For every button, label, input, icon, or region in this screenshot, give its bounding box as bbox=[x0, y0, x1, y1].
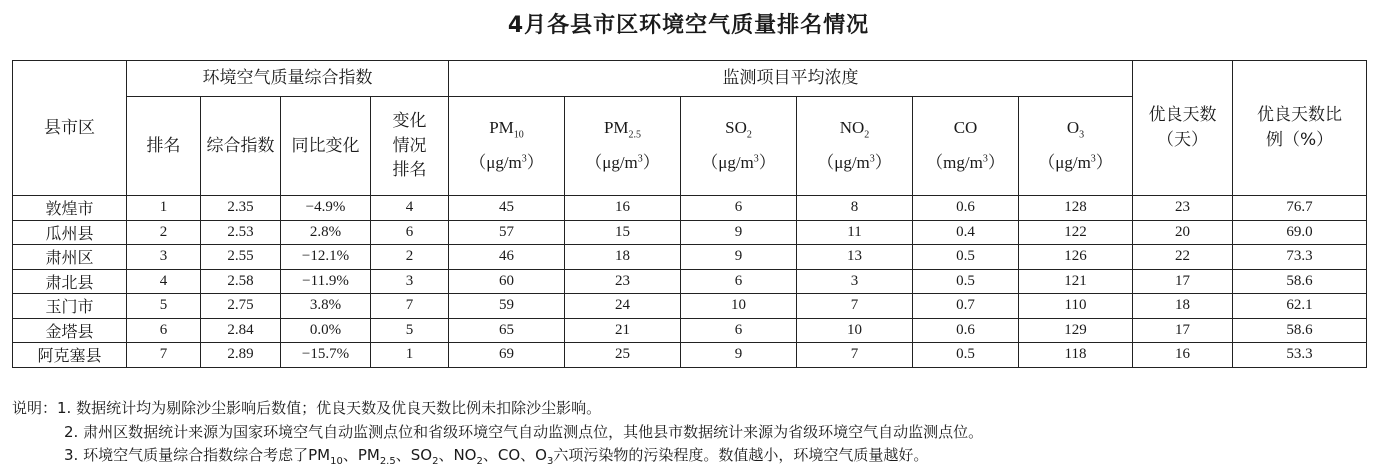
o3-cell: 122 bbox=[1019, 220, 1133, 245]
air-quality-table bbox=[12, 60, 1367, 368]
pollutant-group-header: 监测项目平均浓度 bbox=[449, 61, 1133, 97]
index-cell: 2.75 bbox=[201, 294, 281, 319]
good-days-cell: 17 bbox=[1133, 318, 1233, 343]
co-cell: 0.5 bbox=[913, 269, 1019, 294]
good-days-cell: 23 bbox=[1133, 196, 1233, 221]
pm25-header: $PM_{2.5}$ $(\mu g/m^3)$ bbox=[565, 97, 681, 196]
good-ratio-cell: 53.3 bbox=[1233, 343, 1367, 368]
pm10-cell: 69 bbox=[449, 343, 565, 368]
table-row bbox=[13, 220, 1367, 245]
table-row bbox=[13, 318, 1367, 343]
notes bbox=[12, 397, 1372, 474]
good-ratio-cell: 76.7 bbox=[1233, 196, 1367, 221]
county-header: 县市区 bbox=[13, 61, 127, 196]
table-row bbox=[13, 343, 1367, 368]
no2-cell: 10 bbox=[797, 318, 913, 343]
yoy-cell: 0.0% bbox=[281, 318, 371, 343]
table-row bbox=[13, 245, 1367, 270]
co-header: CO $(mg/m^3)$ bbox=[913, 97, 1019, 196]
rank-cell: 7 bbox=[127, 343, 201, 368]
table-body bbox=[13, 196, 1367, 368]
change-rank-cell: 5 bbox=[371, 318, 449, 343]
good-ratio-cell: 58.6 bbox=[1233, 318, 1367, 343]
rank-cell: 1 bbox=[127, 196, 201, 221]
index-cell: 2.35 bbox=[201, 196, 281, 221]
good-days-cell: 22 bbox=[1133, 245, 1233, 270]
note-line-2: 2. 肃州区数据统计来源为国家环境空气自动监测点位和省级环境空气自动监测点位，其他县市数据统计来源为省级环境空气自动监测点位。 bbox=[64, 422, 984, 441]
co-cell: 0.6 bbox=[913, 196, 1019, 221]
yoy-header: 同比变化 bbox=[281, 97, 371, 196]
no2-cell: 3 bbox=[797, 269, 913, 294]
change-rank-header: 变化情况排名 bbox=[371, 97, 449, 196]
so2-cell: 9 bbox=[681, 220, 797, 245]
o3-cell: 110 bbox=[1019, 294, 1133, 319]
rank-cell: 6 bbox=[127, 318, 201, 343]
change-rank-cell: 2 bbox=[371, 245, 449, 270]
good-ratio-cell: 69.0 bbox=[1233, 220, 1367, 245]
good-ratio-cell: 73.3 bbox=[1233, 245, 1367, 270]
co-cell: 0.4 bbox=[913, 220, 1019, 245]
index-cell: 2.53 bbox=[201, 220, 281, 245]
county-cell: 肃北县 bbox=[13, 269, 127, 294]
good-days-cell: 18 bbox=[1133, 294, 1233, 319]
pm25-cell: 16 bbox=[565, 196, 681, 221]
no2-cell: 11 bbox=[797, 220, 913, 245]
table-row bbox=[13, 269, 1367, 294]
so2-cell: 10 bbox=[681, 294, 797, 319]
index-cell: 2.84 bbox=[201, 318, 281, 343]
county-cell: 金塔县 bbox=[13, 318, 127, 343]
yoy-cell: −15.7% bbox=[281, 343, 371, 368]
so2-cell: 9 bbox=[681, 343, 797, 368]
change-rank-cell: 3 bbox=[371, 269, 449, 294]
no2-cell: 8 bbox=[797, 196, 913, 221]
o3-cell: 129 bbox=[1019, 318, 1133, 343]
change-rank-cell: 1 bbox=[371, 343, 449, 368]
index-cell: 2.58 bbox=[201, 269, 281, 294]
index-cell: 2.55 bbox=[201, 245, 281, 270]
so2-cell: 9 bbox=[681, 245, 797, 270]
good-ratio-header: 优良天数比例（%） bbox=[1233, 61, 1367, 196]
rank-cell: 3 bbox=[127, 245, 201, 270]
rank-cell: 4 bbox=[127, 269, 201, 294]
pm10-cell: 45 bbox=[449, 196, 565, 221]
no2-cell: 7 bbox=[797, 343, 913, 368]
change-rank-cell: 4 bbox=[371, 196, 449, 221]
yoy-cell: −12.1% bbox=[281, 245, 371, 270]
pm25-cell: 15 bbox=[565, 220, 681, 245]
table-row bbox=[13, 294, 1367, 319]
no2-header: $NO_2$ $(\mu g/m^3)$ bbox=[797, 97, 913, 196]
county-cell: 阿克塞县 bbox=[13, 343, 127, 368]
note-line-1: 说明：1. 数据统计均为剔除沙尘影响后数值；优良天数及优良天数比例未扣除沙尘影响。 bbox=[12, 399, 602, 417]
good-days-cell: 16 bbox=[1133, 343, 1233, 368]
no2-cell: 13 bbox=[797, 245, 913, 270]
so2-cell: 6 bbox=[681, 196, 797, 221]
so2-cell: 6 bbox=[681, 269, 797, 294]
county-cell: 玉门市 bbox=[13, 294, 127, 319]
county-cell: 敦煌市 bbox=[13, 196, 127, 221]
yoy-cell: 3.8% bbox=[281, 294, 371, 319]
composite-group-header: 环境空气质量综合指数 bbox=[127, 61, 449, 97]
yoy-cell: −11.9% bbox=[281, 269, 371, 294]
index-header: 综合指数 bbox=[201, 97, 281, 196]
pm10-header: $PM_{10}$ $(\mu g/m^3)$ bbox=[449, 97, 565, 196]
change-rank-cell: 7 bbox=[371, 294, 449, 319]
o3-cell: 128 bbox=[1019, 196, 1133, 221]
so2-header: $SO_2$ $(\mu g/m^3)$ bbox=[681, 97, 797, 196]
page-title: 4月各县市区环境空气质量排名情况 bbox=[507, 13, 870, 38]
pm25-cell: 21 bbox=[565, 318, 681, 343]
table-row bbox=[13, 196, 1367, 221]
good-days-cell: 20 bbox=[1133, 220, 1233, 245]
o3-cell: 121 bbox=[1019, 269, 1133, 294]
pm10-cell: 57 bbox=[449, 220, 565, 245]
pm25-cell: 24 bbox=[565, 294, 681, 319]
co-cell: 0.5 bbox=[913, 343, 1019, 368]
county-cell: 瓜州县 bbox=[13, 220, 127, 245]
pm25-cell: 18 bbox=[565, 245, 681, 270]
co-cell: 0.7 bbox=[913, 294, 1019, 319]
o3-header: $O_3$ $(\mu g/m^3)$ bbox=[1019, 97, 1133, 196]
change-rank-cell: 6 bbox=[371, 220, 449, 245]
good-ratio-cell: 62.1 bbox=[1233, 294, 1367, 319]
county-cell: 肃州区 bbox=[13, 245, 127, 270]
pm10-cell: 46 bbox=[449, 245, 565, 270]
pm10-cell: 60 bbox=[449, 269, 565, 294]
rank-cell: 2 bbox=[127, 220, 201, 245]
co-cell: 0.6 bbox=[913, 318, 1019, 343]
good-days-header: 优良天数（天） bbox=[1133, 61, 1233, 196]
yoy-cell: −4.9% bbox=[281, 196, 371, 221]
pm10-cell: 59 bbox=[449, 294, 565, 319]
o3-cell: 126 bbox=[1019, 245, 1133, 270]
pm25-cell: 25 bbox=[565, 343, 681, 368]
pm25-cell: 23 bbox=[565, 269, 681, 294]
note-line-3: 3. 环境空气质量综合指数综合考虑了$PM_{10}$、$PM_{2.5}$、$SO_2$、$NO_2$、CO、$O_3$六项污染物的污染程度。数值越小，环境空气质量越好。 bbox=[64, 446, 929, 467]
rank-header: 排名 bbox=[127, 97, 201, 196]
o3-cell: 118 bbox=[1019, 343, 1133, 368]
good-ratio-cell: 58.6 bbox=[1233, 269, 1367, 294]
no2-cell: 7 bbox=[797, 294, 913, 319]
yoy-cell: 2.8% bbox=[281, 220, 371, 245]
rank-cell: 5 bbox=[127, 294, 201, 319]
index-cell: 2.89 bbox=[201, 343, 281, 368]
co-cell: 0.5 bbox=[913, 245, 1019, 270]
good-days-cell: 17 bbox=[1133, 269, 1233, 294]
so2-cell: 6 bbox=[681, 318, 797, 343]
pm10-cell: 65 bbox=[449, 318, 565, 343]
